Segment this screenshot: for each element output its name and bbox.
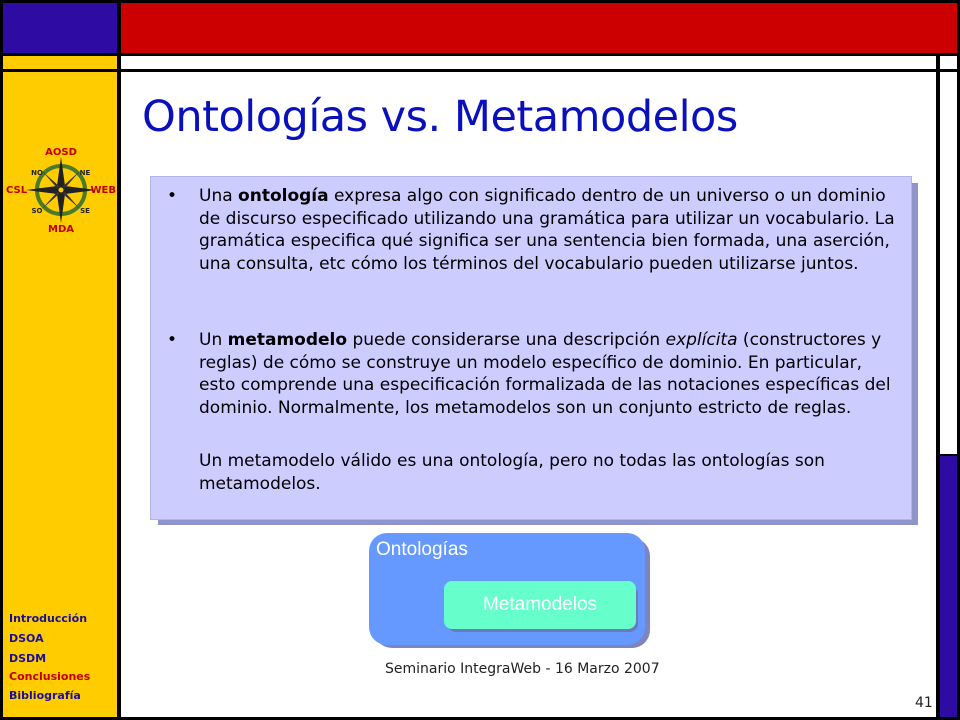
p2-mid: puede considerarse una descripción [347,330,666,350]
logo-nw-text: NO [31,169,43,177]
slide-title: Ontologías vs. Metamodelos [142,92,738,142]
content-box [150,176,912,520]
nav-item-introduccion[interactable]: Introducción [9,612,88,625]
top-left-blue-block [3,3,117,53]
p2-italic-term: explícita [665,330,738,350]
p2-pre: Un [199,330,228,350]
bullet-icon: • [167,330,178,350]
paragraph-ontologia [167,185,899,275]
nav-item-dsdm[interactable]: DSDM [9,652,47,665]
metamodelos-box: Metamodelos [444,581,636,629]
right-blue-strip [940,456,957,717]
p1-bold-term: ontología [238,186,329,206]
paragraph-metamodelo [167,329,899,419]
nav-item-bibliografia[interactable]: Bibliografía [9,689,81,702]
logo-ne-text: NE [79,169,91,177]
logo-right-text: WEB [90,185,116,196]
p2-bold-term: metamodelo [227,330,348,350]
logo-sw-text: SO [31,207,43,215]
slide-footer: Seminario IntegraWeb - 16 Marzo 2007 [385,661,660,677]
logo-bottom-text: MDA [48,224,74,235]
ontologias-label: Ontologías [376,539,468,560]
p1-pre: Una [199,186,239,206]
left-separator [3,56,117,69]
logo-top-text: AOSD [45,147,77,158]
p2-post: (constructores y reglas) de cómo se construye un modelo específico de dominio. En particular, esto comprende una especificación formalizada de las notaciones específicas del dominio. Normalmente, los metamodelos son un conjunto estricto de reglas. [199,330,891,418]
compass-logo-icon [4,145,118,235]
p1-post: expresa algo con significado dentro de un universo o un dominio de discurso especificado utilizando una gramática para utilizar un vocabulario. La gramática especifica qué significa ser una sentencia bien formada, una aserción, una consulta, etc cómo los términos del vocabulario pueden utilizarse juntos. [199,186,895,274]
right-separator [940,56,957,69]
top-separator [121,56,936,69]
nav-item-dsoa[interactable]: DSOA [9,632,44,645]
nav-item-conclusiones[interactable]: Conclusiones [9,670,91,683]
paragraph-conclusion: Un metamodelo válido es una ontología, pero no todas las ontologías son metamodelos. [199,451,825,494]
right-white-strip [940,72,957,454]
page-number: 41 [915,695,933,711]
logo-left-text: CSL [6,185,28,196]
logo-se-text: SE [80,207,90,215]
bullet-icon: • [167,186,178,206]
top-red-banner [121,3,957,53]
